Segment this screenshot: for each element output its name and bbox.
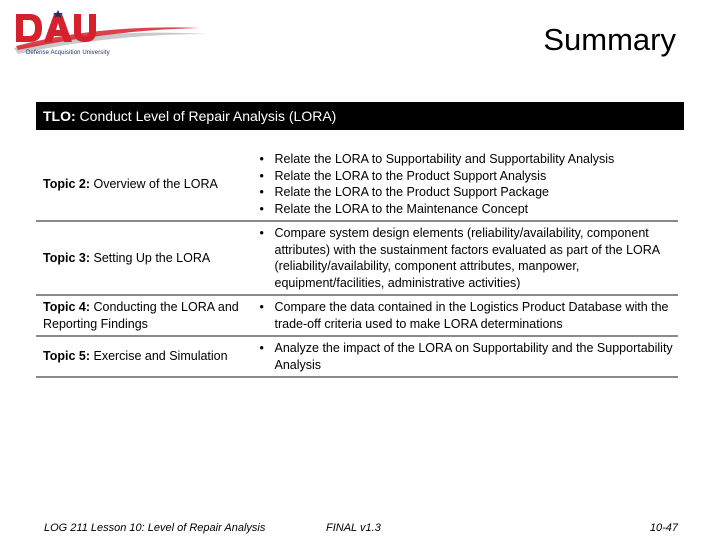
objective-item: Compare system design elements (reliability/availability, component attributes) with the sustainment factors evaluated as part of the LORA (reliability/availability, component attributes, manpower, equipment/facilities, administrative activities) <box>274 226 660 290</box>
objective-list <box>275 148 678 221</box>
bullet-column <box>249 221 275 295</box>
topic-label: Topic 5: <box>43 349 90 364</box>
topic-row <box>36 295 678 336</box>
bullet: • <box>259 341 264 355</box>
objective-item: Relate the LORA to the Maintenance Concept <box>274 201 529 216</box>
topic-label: Topic 4: <box>43 300 90 314</box>
objective-item: Analyze the impact of the LORA on Supportability and the Supportability Analysis <box>274 341 673 372</box>
topic-cell <box>36 221 249 295</box>
topic-title: Conducting the LORA and Reporting Findings <box>43 300 239 331</box>
objective-item: Relate the LORA to the Product Support Package <box>274 185 549 199</box>
objective-list <box>275 336 678 377</box>
topic-label: Topic 2: <box>43 176 90 191</box>
objective-list <box>275 221 678 295</box>
bullet-column <box>249 336 275 377</box>
topic-row <box>36 148 678 221</box>
bullet-column <box>249 295 275 336</box>
topic-cell <box>36 148 249 221</box>
topic-title: Exercise and Simulation <box>93 349 228 364</box>
topic-label: Topic 3: <box>43 250 90 265</box>
bullet: • <box>259 168 264 183</box>
bullet-column <box>249 148 275 221</box>
bullet: • <box>259 226 264 240</box>
topic-cell <box>36 336 249 377</box>
bullet: • <box>259 300 264 314</box>
footer-course: LOG 211 Lesson 10: Level of Repair Analysis <box>44 522 266 534</box>
topic-cell <box>36 295 249 336</box>
topic-title: Setting Up the LORA <box>93 250 211 265</box>
bullet: • <box>259 185 264 199</box>
objective-list <box>275 295 678 336</box>
topics-table <box>36 148 678 378</box>
footer-page-number: 10-47 <box>649 522 678 534</box>
dau-logo-graphic <box>10 8 210 66</box>
tlo-label: TLO: <box>43 108 76 124</box>
bullet: • <box>259 201 264 216</box>
tlo-bar <box>36 102 684 130</box>
logo-caption: Defense Acquisition University <box>26 50 110 56</box>
objective-item: Compare the data contained in the Logistics Product Database with the trade-off criteria used to make LORA determinations <box>274 300 669 331</box>
page-title: Summary <box>543 22 676 57</box>
footer-version: FINAL v1.3 <box>326 522 381 534</box>
bullet: • <box>259 152 264 166</box>
dau-logo <box>10 8 210 66</box>
topic-row <box>36 221 678 295</box>
objective-item: Relate the LORA to the Product Support Analysis <box>274 168 547 183</box>
objective-item: Relate the LORA to Supportability and Supportability Analysis <box>274 152 615 166</box>
tlo-text: Conduct Level of Repair Analysis (LORA) <box>79 108 337 124</box>
topic-row <box>36 336 678 377</box>
topic-title: Overview of the LORA <box>93 176 218 191</box>
